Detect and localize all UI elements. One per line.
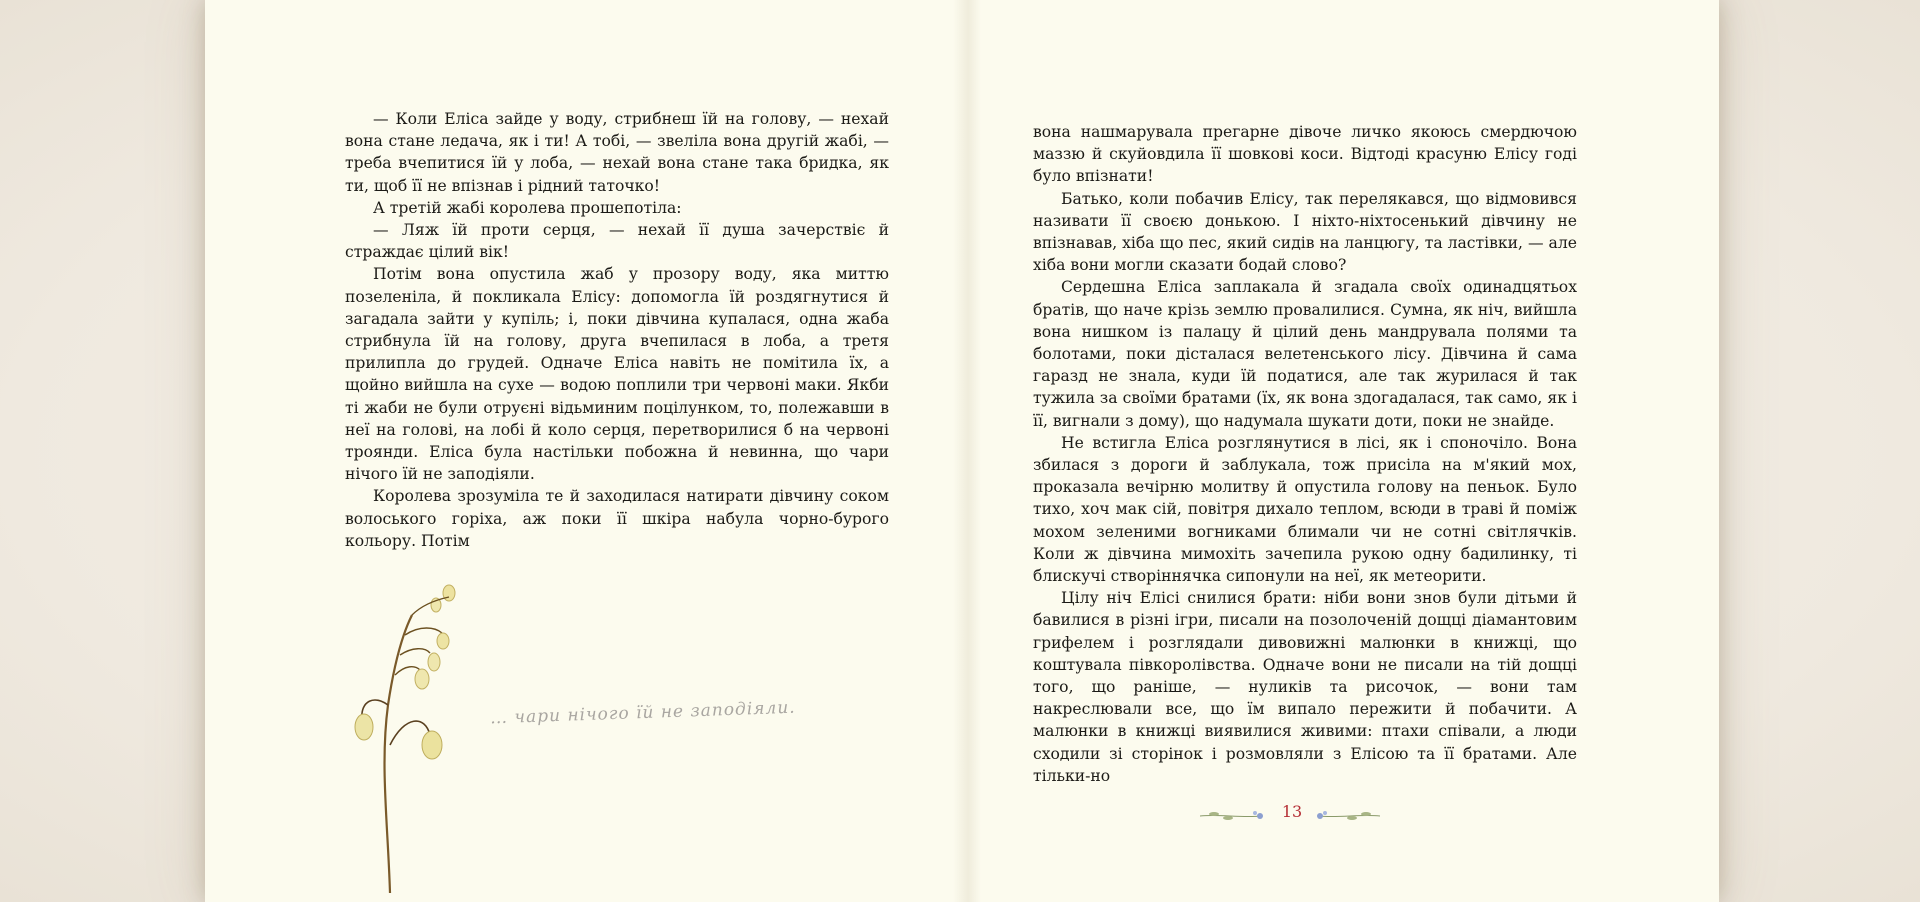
paragraph: — Коли Еліса зайде у воду, стрибнеш їй на голову, — нехай вона стане ледача, як і ти! А тобі, — звеліла вона другій жабі, — треба вчепитися їй у лоба, — нехай вона стане така бридка, як ти, щоб її не впізнав і рідний таточко! bbox=[345, 110, 889, 195]
page-number: 13 bbox=[1281, 802, 1303, 821]
left-page-text bbox=[345, 108, 889, 552]
paragraph: Цілу ніч Елісі снилися брати: ніби вони знов були дітьми й бавилися в різні ігри, писали на позолоченій дощці діамантовим грифелем і розглядали дивовижні малюнки в книжці, що коштувала півкоролівства. Одначе вони не писали на тій дощці того, що раніше, — нуликів та рисочок, — вони там накреслювали все, що їм випало пережити й побачити. А малюнки в книжці виявилися живими: птахи співали, а люди сходили зі сторінок і розмовляли з Елісою та її братами. Але тільки-но bbox=[1033, 589, 1577, 785]
paragraph: Королева зрозуміла те й заходилася натирати дівчину соком волоського горіха, аж поки її шкіра набула чорно-бурого кольору. Потім bbox=[345, 487, 889, 550]
page-folio bbox=[1200, 800, 1380, 828]
right-page-text bbox=[1033, 121, 1577, 787]
floral-sprig-icon bbox=[1200, 808, 1270, 824]
paragraph: Потім вона опустила жаб у прозору воду, яка миттю позеленіла, й покликала Елісу: допомогла їй роздягнутися й загадала зайти у купіль; і, поки дівчина купалася, одна жаба стрибнула їй на голову, друга вчепилася в лоба, а третя прилипла до грудей. Одначе Еліса навіть не помітила їх, а щойно вийшла на сухе — водою поплили три червоні маки. Якби ті жаби не були отруєні відьминим поцілунком, то, полежавши в неї на голові, на лобі й коло серця, перетворилися б на червоні троянди. Еліса була настільки побожна й невинна, що чари нічого їй не заподіяли. bbox=[345, 265, 889, 484]
book-spread bbox=[205, 0, 1719, 902]
paragraph: — Ляж їй проти серця, — нехай її душа зачерствіє й страждає цілий вік! bbox=[345, 221, 889, 262]
handwritten-caption: … чари нічого їй не заподіяли. bbox=[489, 697, 796, 729]
paragraph: Сердешна Еліса заплакала й згадала своїх одинадцятьох братів, що наче крізь землю провалилися. Сумна, як ніч, вийшла вона нишком із палацу й цілий день мандрувала полями та болотами, поки дісталася велетенського лісу. Дівчина й сама гаразд не знала, куди їй податися, але так журилася й так тужила за своїми братами (їх, як вона здогадалася, так само, як і її, вигнали з дому), що надумала шукати доти, поки не знайде. bbox=[1033, 278, 1577, 430]
paragraph: вона нашмарувала прегарне дівоче личко якоюсь смердючою маззю й скуйовдила її шовкові коси. Відтоді красуню Елісу годі було впізнати! bbox=[1033, 123, 1577, 186]
paragraph: Батько, коли побачив Елісу, так перелякався, що відмовився називати її своєю донькою. І ніхто-ніхтосенький дівчину не впізнавав, хіба що пес, який сидів на ланцюгу, та ластівки, — але хіба вони могли сказати бодай слово? bbox=[1033, 189, 1577, 275]
paragraph: Не встигла Еліса розглянутися в лісі, як і споночіло. Вона збилася з дороги й заблукала, тож присіла на м'який мох, проказала вечірню молитву й опустила голову на пеньок. Було тихо, хоч мак сій, повітря дихало теплом, всюди в траві й поміж мохом зеленими вогниками блимали чи не сотні світлячків. Коли ж дівчина мимохіть зачепила рукою одну бадилинку, ті блискучі створіннячка сипонули на неї, як метеорити. bbox=[1033, 433, 1577, 586]
floral-sprig-icon bbox=[1310, 808, 1380, 824]
paragraph: А третій жабі королева прошепотіла: bbox=[373, 198, 682, 217]
book-gutter bbox=[953, 0, 981, 902]
snowdrop-flower-illustration bbox=[350, 575, 500, 895]
